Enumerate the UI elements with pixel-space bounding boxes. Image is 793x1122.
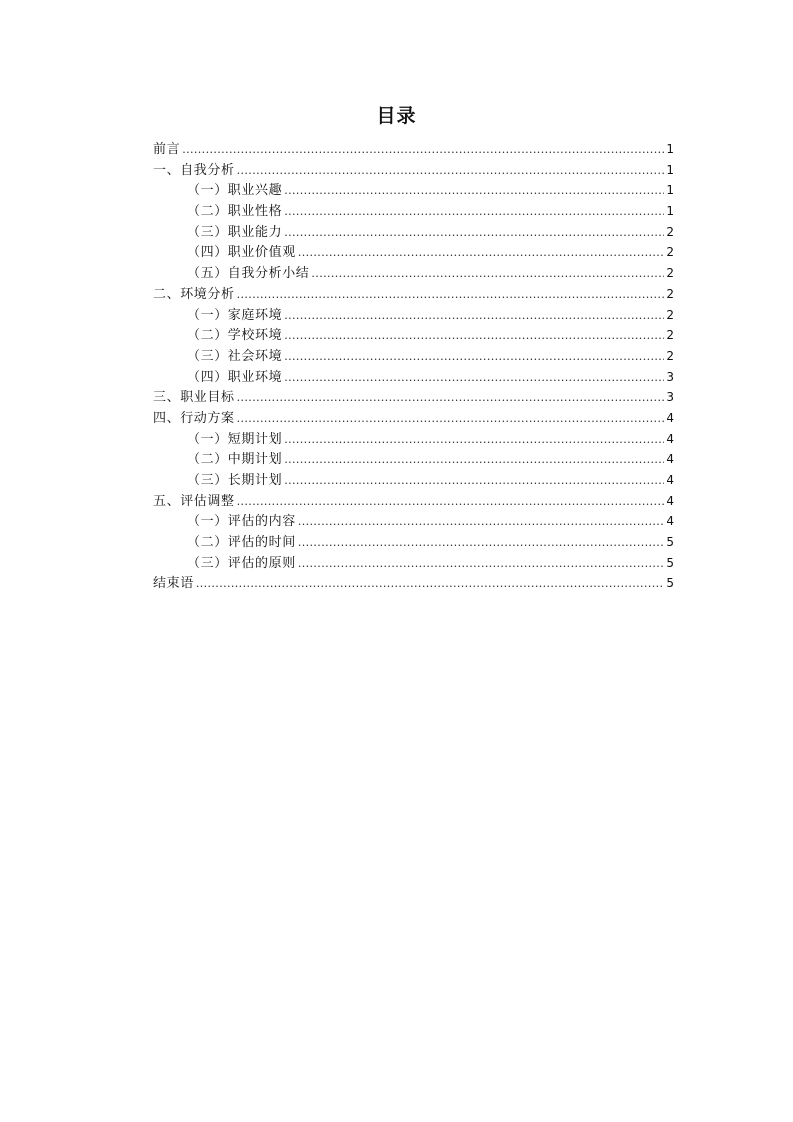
toc-entry-page-number: 5 — [666, 535, 674, 550]
toc-entry-label: （五）自我分析小结 — [187, 266, 310, 282]
toc-entry-page-number: 3 — [666, 390, 674, 405]
toc-entry-label: （一）评估的内容 — [187, 514, 296, 530]
toc-entry-page-number: 1 — [666, 162, 674, 177]
toc-entry[interactable] — [153, 470, 674, 491]
toc-entry-page-number: 4 — [666, 452, 674, 467]
toc-entry-label: （二）学校环境 — [187, 328, 283, 344]
toc-dot-leader — [284, 202, 664, 223]
toc-entry-page-number: 5 — [666, 576, 674, 591]
toc-entry[interactable] — [153, 305, 674, 326]
toc-dot-leader — [284, 326, 664, 347]
toc-entry-label: （二）职业性格 — [187, 204, 283, 220]
toc-dot-leader — [284, 471, 664, 492]
toc-entry[interactable] — [153, 201, 674, 222]
toc-dot-leader — [237, 161, 665, 182]
toc-entry[interactable] — [153, 429, 674, 450]
toc-entry[interactable] — [153, 160, 674, 181]
toc-entry[interactable] — [153, 346, 674, 367]
toc-entry-page-number: 4 — [666, 410, 674, 425]
toc-dot-leader — [284, 181, 664, 202]
toc-entry-label: （一）职业兴趣 — [187, 183, 283, 199]
toc-entry-label: 结束语 — [153, 576, 194, 592]
toc-entry[interactable] — [153, 242, 674, 263]
toc-entry-page-number: 4 — [666, 493, 674, 508]
toc-entry[interactable] — [153, 408, 674, 429]
toc-entry-page-number: 3 — [666, 369, 674, 384]
toc-entry-page-number: 4 — [666, 514, 674, 529]
toc-entry[interactable] — [153, 387, 674, 408]
toc-entry-label: （四）职业环境 — [187, 369, 283, 385]
toc-entry-label: （四）职业价值观 — [187, 245, 296, 261]
toc-dot-leader — [237, 492, 665, 513]
toc-entry-label: （二）中期计划 — [187, 452, 283, 468]
toc-entry-label: 一、自我分析 — [153, 162, 235, 178]
toc-entry[interactable] — [153, 532, 674, 553]
toc-entry-label: （三）长期计划 — [187, 473, 283, 488]
toc-entry[interactable] — [153, 367, 674, 388]
toc-entry[interactable] — [153, 284, 674, 305]
toc-entry[interactable] — [153, 263, 674, 284]
toc-dot-leader — [298, 243, 665, 264]
toc-entry-page-number: 5 — [666, 555, 674, 570]
toc-entry-label: 三、职业目标 — [153, 390, 235, 406]
toc-entry-page-number: 2 — [666, 286, 674, 301]
toc-entry-page-number: 2 — [666, 266, 674, 281]
toc-dot-leader — [237, 285, 665, 306]
toc-entry-label: （三）职业能力 — [187, 224, 283, 240]
toc-dot-leader — [298, 512, 665, 533]
toc-dot-leader — [237, 388, 665, 409]
toc-dot-leader — [196, 574, 665, 595]
toc-entry[interactable] — [153, 325, 674, 346]
toc-dot-leader — [237, 409, 665, 430]
toc-title: 目录 — [376, 105, 417, 127]
toc-entry[interactable] — [153, 573, 674, 594]
toc-entry-page-number: 1 — [666, 183, 674, 198]
toc-entry-page-number: 2 — [666, 224, 674, 239]
toc-entry-label: （一）家庭环境 — [187, 307, 283, 323]
toc-entry-label: （三）评估的原则 — [187, 555, 296, 571]
toc-entry-label: 五、评估调整 — [153, 493, 235, 509]
toc-dot-leader — [284, 430, 664, 451]
toc-entry-label: （一）短期计划 — [187, 431, 283, 447]
toc-entry[interactable] — [153, 222, 674, 243]
toc-entry-label: （二）评估的时间 — [187, 535, 296, 551]
toc-dot-leader — [182, 140, 664, 161]
toc-dot-leader — [284, 347, 664, 368]
toc-list — [153, 139, 674, 594]
toc-entry[interactable] — [153, 139, 674, 160]
toc-entry[interactable] — [153, 180, 674, 201]
toc-entry-page-number: 4 — [666, 473, 674, 487]
toc-entry[interactable] — [153, 511, 674, 532]
toc-dot-leader — [311, 264, 664, 285]
toc-entry-page-number: 2 — [666, 328, 674, 343]
toc-entry-page-number: 1 — [666, 142, 674, 156]
toc-entry-label: 二、环境分析 — [153, 286, 235, 302]
toc-entry[interactable] — [153, 491, 674, 512]
toc-entry[interactable] — [153, 553, 674, 574]
toc-entry[interactable] — [153, 449, 674, 470]
toc-entry-label: 前言 — [153, 142, 181, 157]
toc-entry-page-number: 4 — [666, 431, 674, 446]
toc-dot-leader — [298, 533, 665, 554]
toc-dot-leader — [284, 450, 664, 471]
toc-entry-page-number: 1 — [666, 204, 674, 219]
toc-entry-label: 四、行动方案 — [153, 410, 235, 426]
toc-entry-page-number: 2 — [666, 348, 674, 363]
toc-dot-leader — [284, 368, 664, 389]
toc-dot-leader — [284, 223, 664, 244]
toc-entry-page-number: 2 — [666, 307, 674, 322]
toc-entry-label: （三）社会环境 — [187, 348, 283, 364]
toc-entry-page-number: 2 — [666, 245, 674, 260]
toc-dot-leader — [284, 306, 664, 327]
toc-dot-leader — [298, 554, 665, 575]
